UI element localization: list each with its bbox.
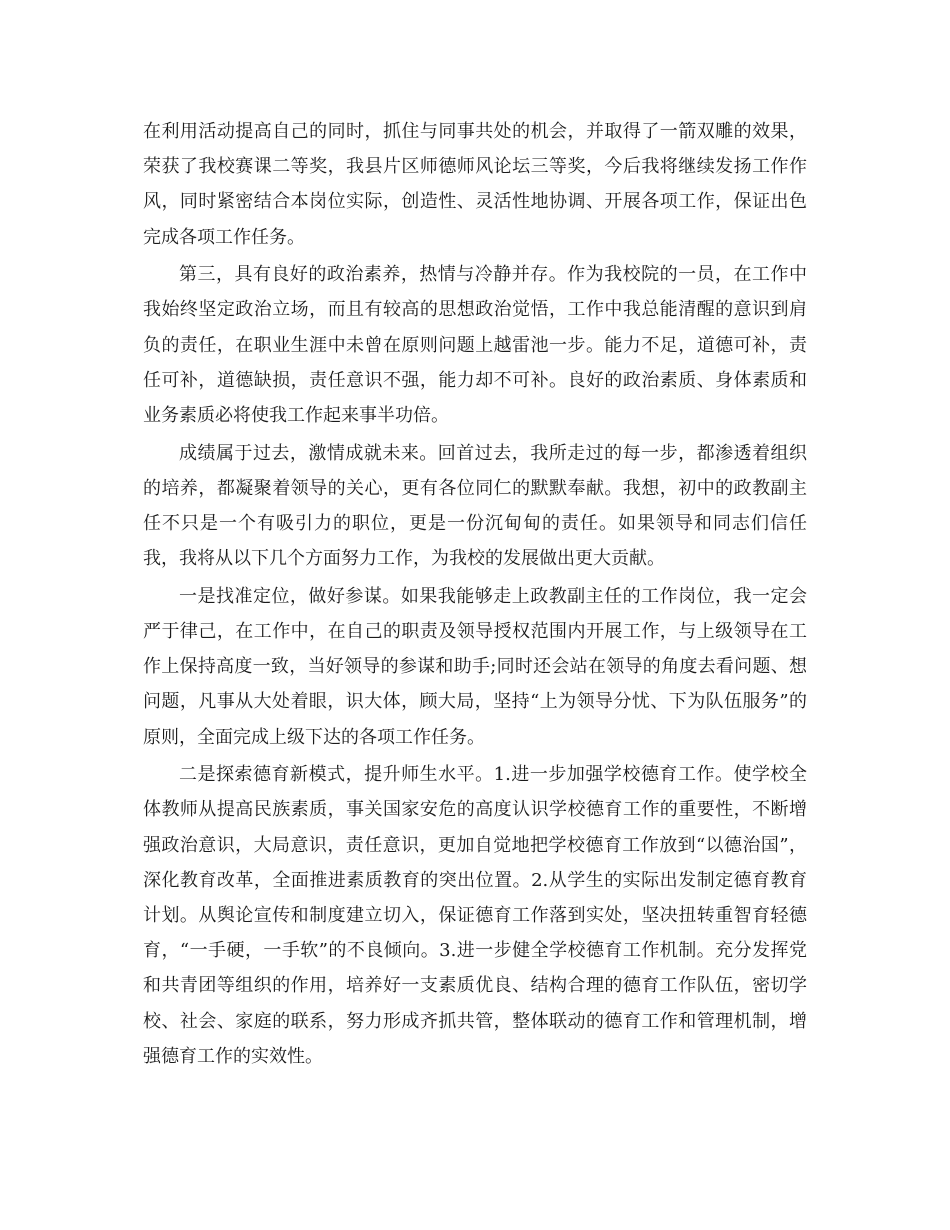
paragraph-achievements: 成绩属于过去，激情成就未来。回首过去，我所走过的每一步，都渗透着组织的培养，都凝聚着领导的关心，更有各位同仁的默默奉献。我想，初中的政教副主任不只是一个有吸引力的职位，更是一份沉甸甸的责任。如果领导和同志们信任我，我将从以下几个方面努力工作，为我校的发展做出更大贡献。 [143, 442, 807, 570]
paragraph-moral-education: 二是探索德育新模式，提升师生水平。1.进一步加强学校德育工作。使学校全体教师从提高民族素质，事关国家安危的高度认识学校德育工作的重要性，不断增强政治意识，大局意识，责任意识，更加自觉地把学校德育工作放到“以德治国”，深化教育改革，全面推进素质教育的突出位置。2.从学生的实际出发制定德育教育计划。从舆论宣传和制度建立切入，保证德育工作落到实处，坚决扭转重智育轻德育，“一手硬，一手软”的不良倾向。3.进一步健全学校德育工作机制。充分发挥党和共青团等组织的作用，培养好一支素质优良、结构合理的德育工作队伍，密切学校、社会、家庭的联系，努力形成齐抓共管，整体联动的德育工作和管理机制，增强德育工作的实效性。 [143, 764, 807, 1067]
paragraph-positioning: 一是找准定位，做好参谋。如果我能够走上政教副主任的工作岗位，我一定会严于律己，在工作中，在自己的职责及领导授权范围内开展工作，与上级领导在工作上保持高度一致，当好领导的参谋和助手;同时还会站在领导的角度去看问题、想问题，凡事从大处着眼，识大体，顾大局，坚持“上为领导分忧、下为队伍服务”的原则，全面完成上级下达的各项工作任务。 [143, 585, 807, 748]
paragraph-continuation: 在利用活动提高自己的同时，抓住与同事共处的机会，并取得了一箭双雕的效果，荣获了我校赛课二等奖，我县片区师德师风论坛三等奖，今后我将继续发扬工作作风，同时紧密结合本岗位实际，创造性、灵活性地协调、开展各项工作，保证出色完成各项工作任务。 [143, 121, 807, 248]
paragraph-political-quality: 第三，具有良好的政治素养，热情与冷静并存。作为我校院的一员，在工作中我始终坚定政治立场，而且有较高的思想政治觉悟，工作中我总能清醒的意识到肩负的责任，在职业生涯中未曾在原则问题上越雷池一步。能力不足，道德可补，责任可补，道德缺损，责任意识不强，能力却不可补。良好的政治素质、身体素质和业务素质必将使我工作起来事半功倍。 [143, 264, 807, 427]
document-body [143, 114, 807, 1076]
